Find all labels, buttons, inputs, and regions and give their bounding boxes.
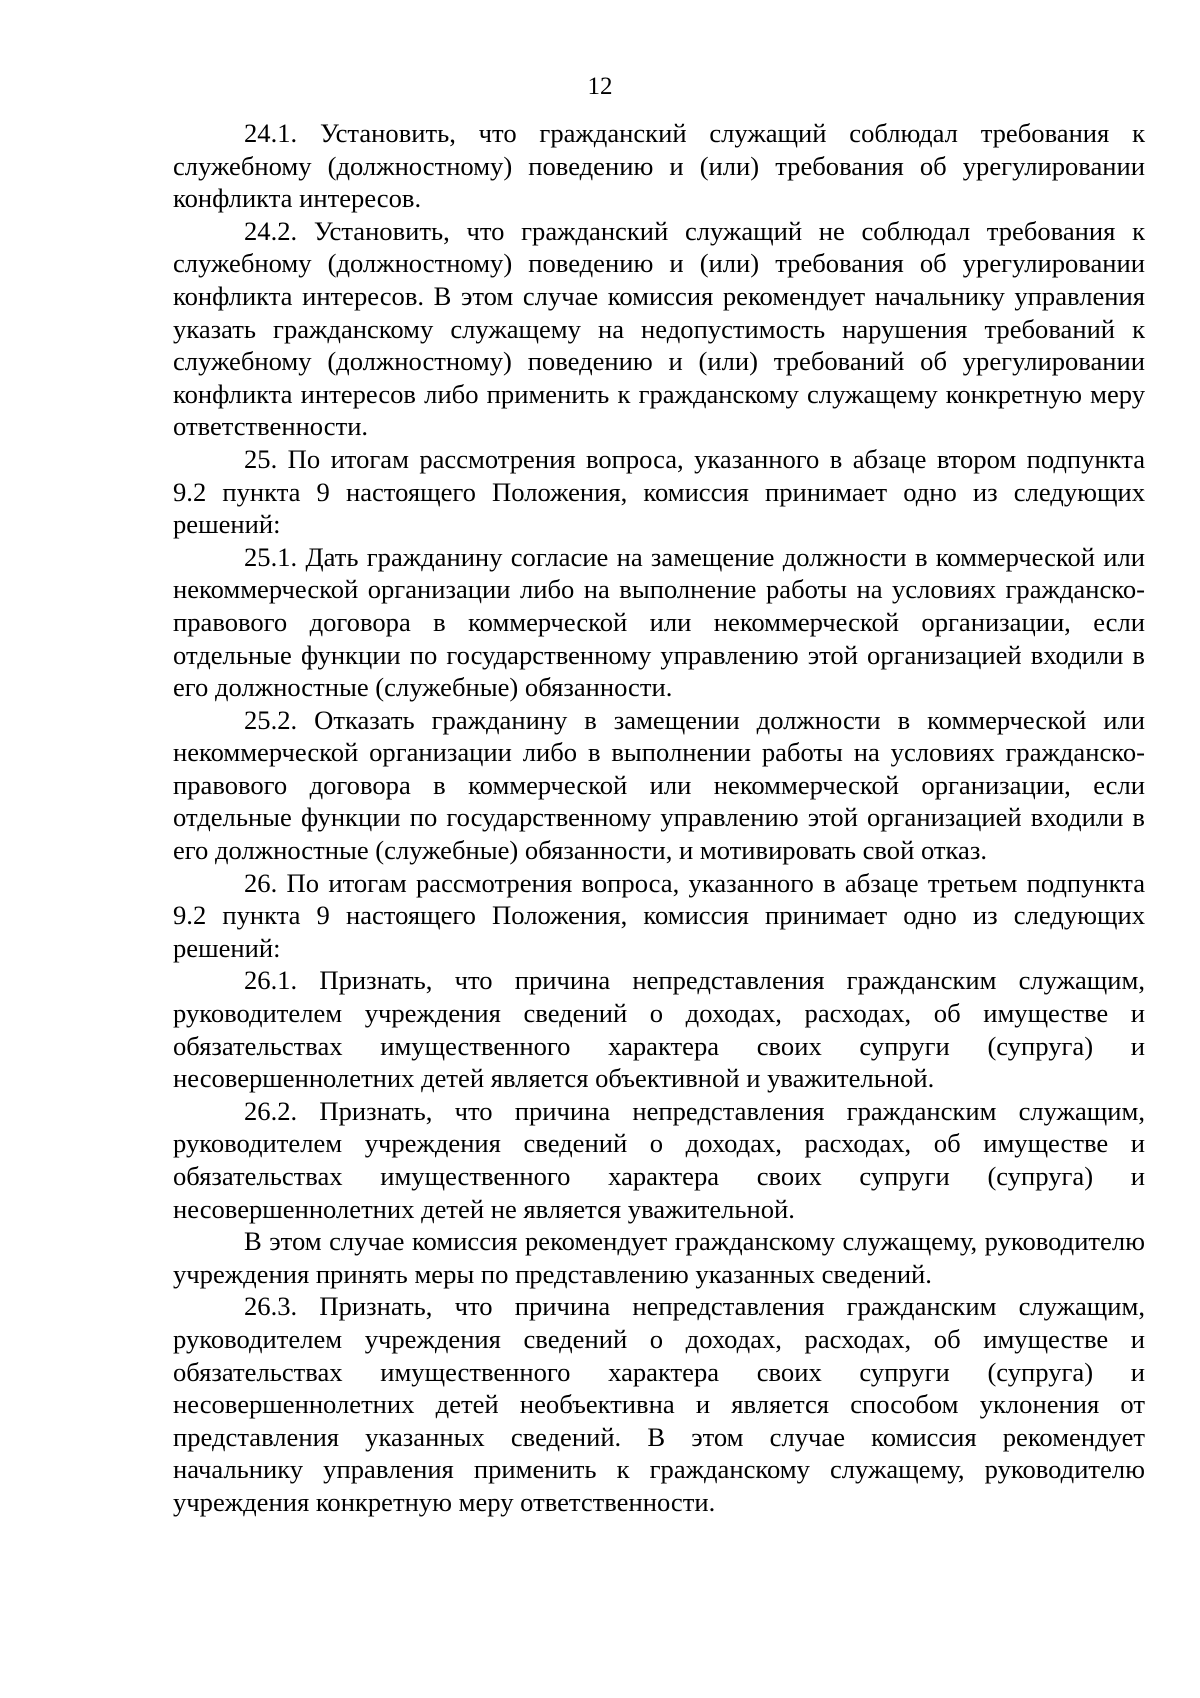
document-body xyxy=(173,117,1145,1519)
paragraph-24-2: 24.2. Установить, что гражданский служащий не соблюдал требования к служебному (должностному) поведению и (или) требования об урегулировании конфликта интересов. В этом случае комиссия рекомендует начальнику управления указать гражданскому служащему на недопустимость нарушения требований к служебному (должностному) поведению и (или) требований об урегулировании конфликта интересов либо применить к гражданскому служащему конкретную меру ответственности. xyxy=(173,215,1145,442)
paragraph-26: 26. По итогам рассмотрения вопроса, указанного в абзаце третьем подпункта 9.2 пункта 9 настоящего Положения, комиссия принимает одно из следующих решений: xyxy=(173,867,1145,963)
paragraph-26-3: 26.3. Признать, что причина непредставления гражданским служащим, руководителем учреждения сведений о доходах, расходах, об имуществе и обязательствах имущественного характера своих супруги (супруга) и несовершеннолетних детей необъективна и является способом уклонения от представления указанных сведений. В этом случае комиссия рекомендует начальнику управления применить к гражданскому служащему, руководителю учреждения конкретную меру ответственности. xyxy=(173,1291,1145,1517)
paragraph-25-1: 25.1. Дать гражданину согласие на замещение должности в коммерческой или некоммерческой организации либо на выполнение работы на условиях гражданско-правового договора в коммерческой или некоммерческой организации, если отдельные функции по государственному управлению этой организацией входили в его должностные (служебные) обязанности. xyxy=(173,541,1145,703)
paragraph-26-2-note: В этом случае комиссия рекомендует гражданскому служащему, руководителю учреждения принять меры по представлению указанных сведений. xyxy=(173,1226,1145,1289)
paragraph-25: 25. По итогам рассмотрения вопроса, указанного в абзаце втором подпункта 9.2 пункта 9 настоящего Положения, комиссия принимает одно из следующих решений: xyxy=(173,443,1145,540)
paragraph-24-1: 24.1. Установить, что гражданский служащий соблюдал требования к служебному (должностному) поведению и (или) требования об урегулировании конфликта интересов. xyxy=(173,118,1145,214)
page-number: 12 xyxy=(587,73,613,100)
paragraph-25-2: 25.2. Отказать гражданину в замещении должности в коммерческой или некоммерческой организации либо в выполнении работы на условиях гражданско-правового договора в коммерческой или некоммерческой организации, если отдельные функции по государственному управлению этой организацией входили в его должностные (служебные) обязанности, и мотивировать свой отказ. xyxy=(173,704,1145,866)
paragraph-26-1: 26.1. Признать, что причина непредставления гражданским служащим, руководителем учреждения сведений о доходах, расходах, об имуществе и обязательствах имущественного характера своих супруги (супруга) и несовершеннолетних детей является объективной и уважительной. xyxy=(173,965,1145,1094)
paragraph-26-2: 26.2. Признать, что причина непредставления гражданским служащим, руководителем учреждения сведений о доходах, расходах, об имуществе и обязательствах имущественного характера своих супруги (супруга) и несовершеннолетних детей не является уважительной. xyxy=(173,1095,1145,1224)
